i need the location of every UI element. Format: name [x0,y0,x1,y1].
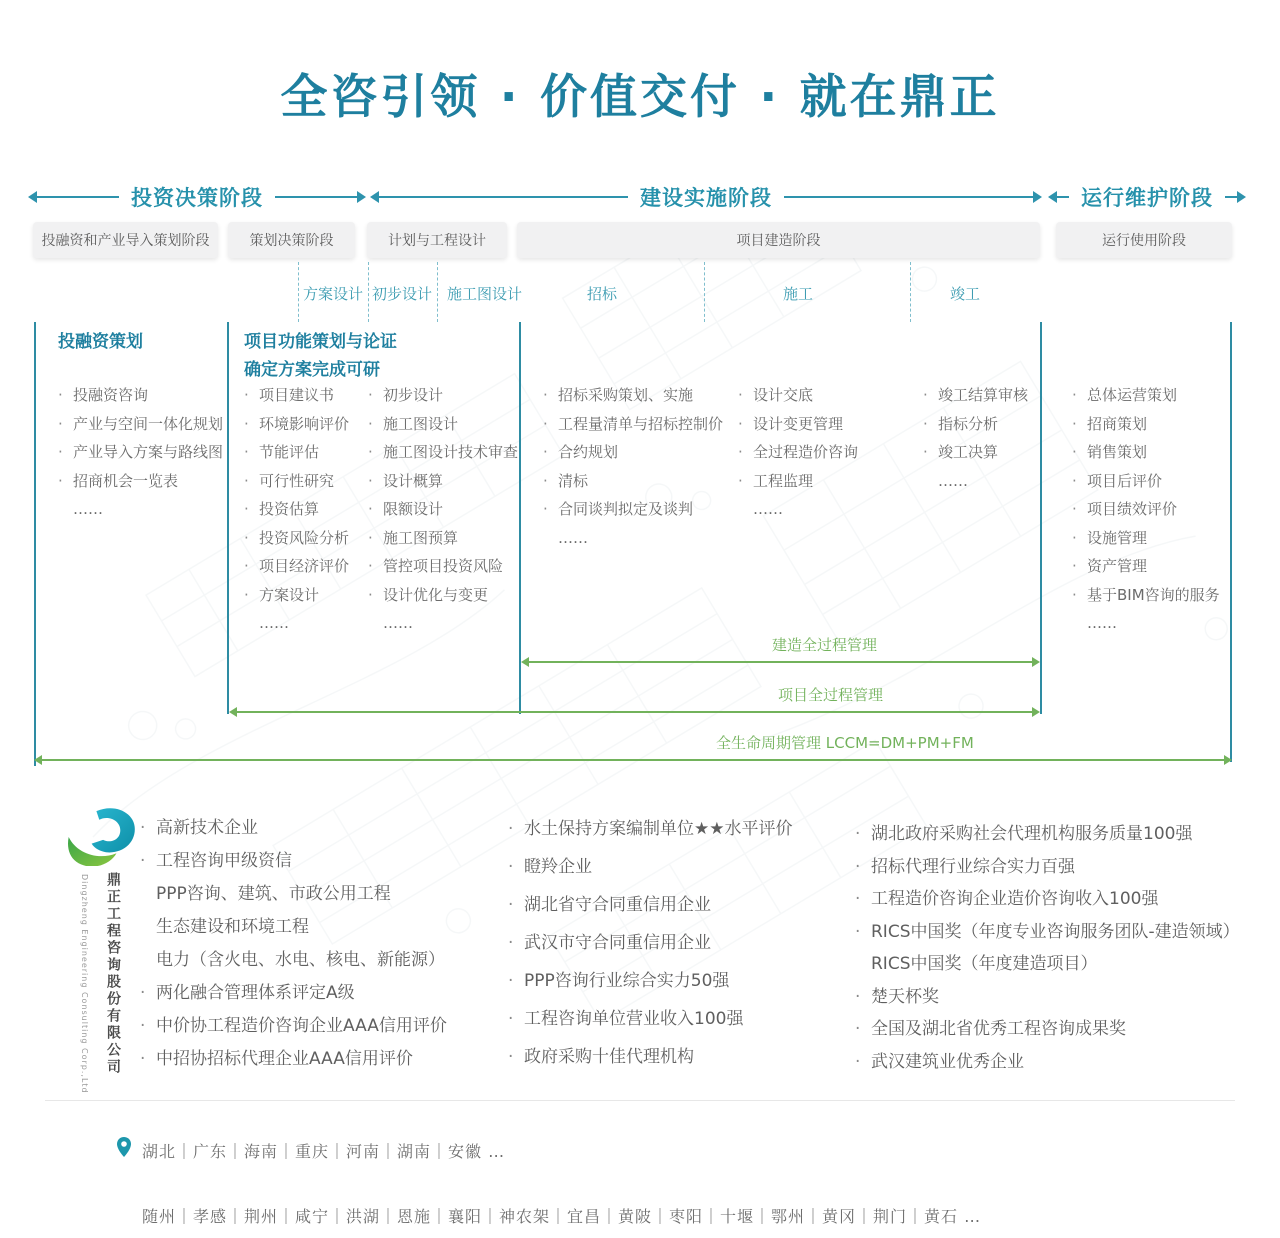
list-item: · 限额设计 [368,495,518,524]
bullet: · [855,856,861,877]
list-item: · 武汉建筑业优秀企业 [855,1046,1240,1079]
mgmt-arrow-construction [521,655,1040,669]
list-item: · 产业导入方案与路线图 [58,438,223,467]
operation-list [1072,381,1220,638]
bullet: · [140,851,146,871]
bullet [855,948,871,981]
dashed-divider [910,262,911,322]
bullet: · [368,528,373,547]
bullet: · [738,471,743,490]
list-item: · 招商机会一览表 [58,467,223,496]
construction-list-b [738,381,858,524]
list-item: · 中价协工程造价咨询企业AAA信用评价 [140,1010,447,1043]
bullet: · [244,500,249,518]
bullet: · [543,443,548,461]
mgmt-arrow-life-cycle [34,753,1232,767]
list-item: · 施工图设计 [368,410,518,439]
bullet: · [1072,386,1077,404]
substage-construction: 施工 [783,285,814,303]
bullet: · [508,857,514,877]
list-item: · 湖北省守合同重信用企业 [508,886,792,924]
bullet: · [140,1049,146,1069]
section-divider [45,1100,1235,1101]
column-header-line2: 确定方案完成可研 [244,360,380,380]
list-item: · 工程造价咨询企业造价咨询收入100强 [855,883,1240,916]
bullet: · [244,557,249,575]
dashed-divider [298,262,299,322]
list-item: · 设计变更管理 [738,410,858,439]
bullet [58,495,73,524]
column-header-planning [244,328,397,384]
bullet: · [244,443,249,461]
list-item: · 销售策划 [1072,438,1220,467]
list-item: · 施工图设计技术审查 [368,438,518,467]
dashed-divider [704,262,705,322]
company-logo [62,806,148,866]
bullet [368,609,383,638]
bullet: · [244,528,249,547]
list-item: PPP咨询、建筑、市政公用工程 [140,878,447,911]
bullet: · [508,1047,514,1067]
dashed-divider [368,262,369,322]
list-item: · 招标采购策划、实施 [543,381,723,410]
list-item: · 节能评估 [244,438,349,467]
bullet: · [855,921,861,942]
company-name-vertical: 鼎正工程咨询股份有限公司 [105,872,121,1076]
list-item: …… [543,524,723,553]
list-item: · 瞪羚企业 [508,848,792,886]
bullet: · [368,414,373,433]
list-item: · 工程监理 [738,467,858,496]
bullet: · [738,386,743,404]
list-item: · 初步设计 [368,381,518,410]
list-item: …… [58,495,223,524]
list-item: · 招商策划 [1072,410,1220,439]
bullet: · [543,500,548,518]
stage-box-planning: 策划决策阶段 [228,222,355,258]
bullet: · [368,443,373,461]
bullet: · [1072,500,1077,518]
list-item: · 基于BIM咨询的服务 [1072,581,1220,610]
bullet: · [508,819,514,839]
bullet: · [923,443,928,461]
arrowhead-left-icon [34,755,42,765]
bullet: · [855,1051,861,1072]
bullet: · [508,971,514,991]
list-item: · 项目后评价 [1072,467,1220,496]
list-item: · 合约规划 [543,438,723,467]
construction-list-a [543,381,723,552]
list-item: · 中招协招标代理企业AAA信用评价 [140,1043,447,1076]
arrowhead-right-icon [357,191,366,203]
list-item: · 指标分析 [923,410,1028,439]
list-item: · 投资风险分析 [244,524,349,553]
bullet: · [244,585,249,604]
list-item: · 总体运营策划 [1072,381,1220,410]
bullet [543,524,558,553]
column-border-line [1040,322,1042,714]
bullet: · [738,443,743,461]
mgmt-label-construction-whole-process: 建造全过程管理 [772,636,878,654]
column-border-line [1230,322,1232,762]
list-item: · 可行性研究 [244,467,349,496]
bullet: · [368,500,373,518]
bullet [140,878,156,911]
arrowhead-left-icon [1048,191,1057,203]
arrowhead-left-icon [521,657,529,667]
list-item: · 方案设计 [244,581,349,610]
bullet: · [855,889,861,909]
bullet: · [140,1016,146,1036]
bullet [140,944,156,977]
list-item: · 招标代理行业综合实力百强 [855,851,1240,884]
arrowhead-right-icon [1237,191,1246,203]
qualifications-column-1 [140,812,447,1076]
column-header-financing: 投融资策划 [58,332,143,352]
bullet: · [140,983,146,1003]
qualifications-column-2 [508,810,792,1076]
list-item: · 项目绩效评价 [1072,495,1220,524]
bullet: · [508,895,514,915]
stage-box-operation: 运行使用阶段 [1056,222,1232,258]
arrowhead-right-icon [1032,707,1040,717]
bullet: · [1072,557,1077,575]
list-item: · 工程咨询甲级资信 [140,845,447,878]
bullet: · [1072,443,1077,461]
list-item: · 施工图预算 [368,524,518,553]
bullet: · [855,986,861,1007]
list-item: · 武汉市守合同重信用企业 [508,924,792,962]
bullet [923,467,938,496]
planning-list-a [244,381,349,638]
bullet: · [1072,585,1077,604]
dashed-divider [437,262,438,322]
mgmt-label-project-whole-process: 项目全过程管理 [778,686,884,704]
list-item: · 高新技术企业 [140,812,447,845]
bullet: · [543,414,548,433]
bullet [140,911,156,944]
bullet: · [543,471,548,490]
arrowhead-right-icon [1032,657,1040,667]
phase-label: 运行维护阶段 [1081,186,1213,210]
list-item: · 设计优化与变更 [368,581,518,610]
bullet: · [923,386,928,404]
bullet: · [368,386,373,404]
list-item: · 水土保持方案编制单位★★水平评价 [508,810,792,848]
list-item: · 竣工结算审核 [923,381,1028,410]
bullet: · [244,386,249,404]
list-item: · 投资估算 [244,495,349,524]
substage-working-drawing: 施工图设计 [447,285,523,303]
financing-list [58,381,223,524]
bullet: · [244,414,249,433]
list-item: · 两化融合管理体系评定A级 [140,977,447,1010]
bullet: · [543,386,548,404]
bullet: · [738,414,743,433]
phase-arrow-operation [1048,186,1246,208]
construction-list-c [923,381,1028,495]
list-item: · 设计概算 [368,467,518,496]
substage-prelim-design: 初步设计 [372,285,433,303]
list-item: · 工程量清单与招标控制价 [543,410,723,439]
list-item: · 竣工决算 [923,438,1028,467]
list-item: …… [923,467,1028,496]
bullet [244,609,259,638]
list-item: RICS中国奖（年度建造项目） [855,948,1240,981]
phase-arrow-investment [28,186,366,208]
location-pin-icon [116,1136,132,1158]
list-item: …… [244,609,349,638]
bullet: · [1072,471,1077,490]
arrowhead-right-icon [1224,755,1232,765]
arrowhead-right-icon [1033,191,1042,203]
list-item: · 投融资咨询 [58,381,223,410]
bullet: · [1072,414,1077,433]
phase-label: 投资决策阶段 [131,186,263,210]
substage-completion: 竣工 [950,285,981,303]
list-item: · 工程咨询单位营业收入100强 [508,1000,792,1038]
bullet: · [508,933,514,953]
bullet: · [923,414,928,433]
list-item: · 设计交底 [738,381,858,410]
phase-arrow-construction [370,186,1042,208]
list-item: · 设施管理 [1072,524,1220,553]
bullet: · [1072,528,1077,547]
stage-box-financing: 投融资和产业导入策划阶段 [33,222,218,258]
list-item: · 环境影响评价 [244,410,349,439]
list-item: …… [1072,609,1220,638]
list-item: 生态建设和环境工程 [140,911,447,944]
stage-box-building: 项目建造阶段 [517,222,1040,258]
list-item: · 项目经济评价 [244,552,349,581]
phase-label: 建设实施阶段 [640,186,772,210]
arrowhead-left-icon [28,191,37,203]
bullet: · [244,471,249,490]
substage-bidding: 招标 [587,285,618,303]
list-item: · 楚天杯奖 [855,981,1240,1014]
list-item: · 产业与空间一体化规划 [58,410,223,439]
list-item: · 管控项目投资风险 [368,552,518,581]
list-item: · 清标 [543,467,723,496]
list-item: 电力（含火电、水电、核电、新能源） [140,944,447,977]
bullet [1072,609,1087,638]
mgmt-arrow-project [229,705,1040,719]
stage-box-design: 计划与工程设计 [367,222,507,258]
bullet: · [58,386,63,404]
list-item: · 全过程造价咨询 [738,438,858,467]
mgmt-label-life-cycle: 全生命周期管理 LCCM=DM+PM+FM [716,734,974,752]
list-item: …… [738,495,858,524]
list-item: · 合同谈判拟定及谈判 [543,495,723,524]
bullet: · [368,471,373,490]
list-item: · 全国及湖北省优秀工程咨询成果奖 [855,1013,1240,1046]
list-item: …… [368,609,518,638]
bullet: · [58,443,63,461]
bullet: · [368,585,373,604]
list-item: · 资产管理 [1072,552,1220,581]
bullet: · [58,414,63,433]
list-item: · 项目建议书 [244,381,349,410]
bullet: · [508,1009,514,1029]
qualifications-column-3 [855,818,1240,1078]
bullet: · [855,1019,861,1039]
column-border-line [34,322,36,766]
list-item: · 湖北政府采购社会代理机构服务质量100强 [855,818,1240,851]
bullet: · [855,824,861,844]
column-header-line1: 项目功能策划与论证 [244,332,397,352]
planning-list-b [368,381,518,638]
substage-scheme-design: 方案设计 [303,285,364,303]
bullet: · [140,818,146,838]
list-item: · 政府采购十佳代理机构 [508,1038,792,1076]
company-name-english-vertical: Dingzheng Engineering Consulting Corp.,Ltd [80,874,89,1094]
city-list: 随州｜孝感｜荆州｜咸宁｜洪湖｜恩施｜襄阳｜神农架｜宜昌｜黄陂｜枣阳｜十堰｜鄂州｜黄冈｜荆门｜黄石 … [142,1207,982,1226]
bullet [738,495,753,524]
column-border-line [227,322,229,714]
list-item: · RICS中国奖（年度专业咨询服务团队-建造领域） [855,916,1240,949]
bullet: · [368,557,373,575]
list-item: · PPP咨询行业综合实力50强 [508,962,792,1000]
arrowhead-left-icon [370,191,379,203]
province-list: 湖北｜广东｜海南｜重庆｜河南｜湖南｜安徽 … [142,1142,506,1161]
bullet: · [58,471,63,490]
page-title: 全咨引领 · 价值交付 · 就在鼎正 [280,70,1000,125]
arrowhead-left-icon [229,707,237,717]
